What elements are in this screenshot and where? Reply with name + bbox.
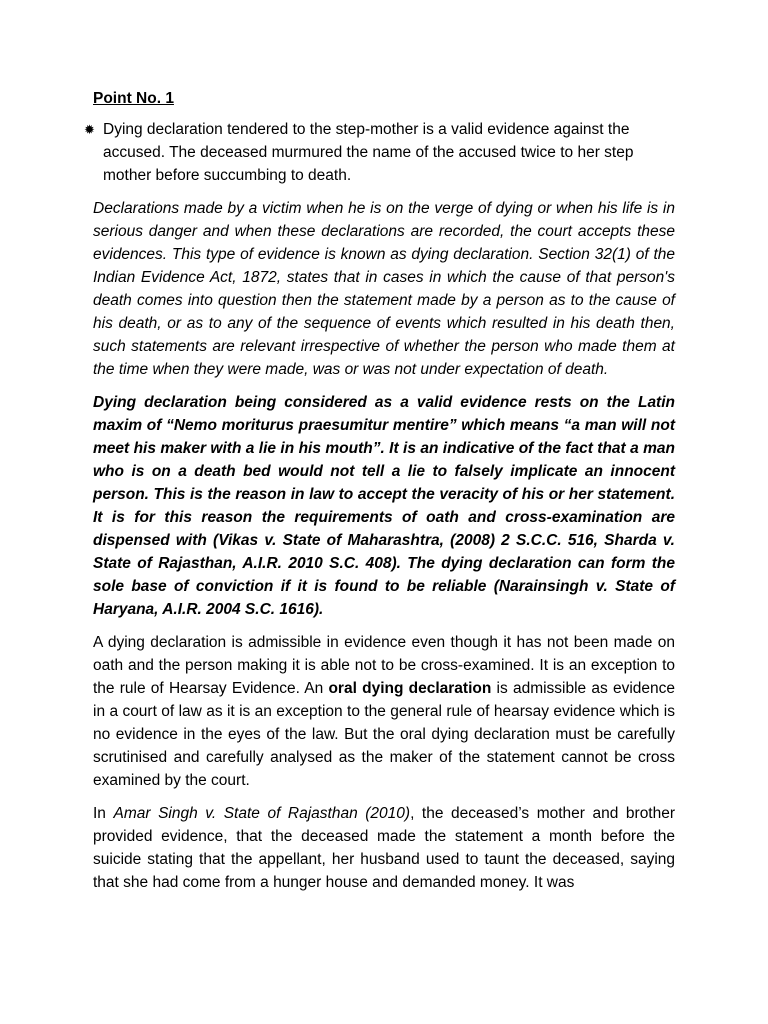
paragraph-definition: Declarations made by a victim when he is on the verge of dying or when his life is in serious danger and when these declarations are recorded, the court accepts these evidences. This type of evidence is known as dying declaration. Section 32(1) of the Indian Evidence Act, 1872, states that in cases in which the cause of that person's death comes into question then the statement made by a person as to the cause of his death, or as to any of the sequence of events which resulted in his death then, such statements are relevant irrespective of whether the person who made them at the time when they were made, was or was not under expectation of death. bbox=[93, 200, 675, 378]
paragraph-case-law-text-2: , the deceased’s mother and brother provided evidence, that the deceased made the statement a month before the suicide stating that the appellant, her husband used to taunt the deceased, saying that she had come from a hunger house and demanded money. It was bbox=[93, 805, 676, 891]
paragraph-admissibility bbox=[93, 631, 675, 792]
bullet-text: Dying declaration tendered to the step-mother is a valid evidence against the accused. The deceased murmured the name of the accused twice to her step mother before succumbing to death. bbox=[103, 121, 634, 184]
paragraph-case-law-text-1: In bbox=[93, 805, 114, 822]
document-page bbox=[84, 88, 676, 904]
paragraph-latin-maxim: Dying declaration being considered as a valid evidence rests on the Latin maxim of “Nemo moriturus praesumitur mentire” which means “a man will not meet his maker with a lie in his mouth”. It is an indicative of the fact that a man who is on a death bed would not tell a lie to falsely implicate an innocent person. This is the reason in law to accept the veracity of his or her statement. It is for this reason the requirements of oath and cross-examination are dispensed with (Vikas v. State of Maharashtra, (2008) 2 S.C.C. 516, Sharda v. State of Rajasthan, A.I.R. 2010 S.C. 408). The dying declaration can form the sole base of conviction if it is found to be reliable (Narainsingh v. State of Haryana, A.I.R. 2004 S.C. 1616). bbox=[93, 394, 675, 618]
oral-dying-declaration-term: oral dying declaration bbox=[328, 680, 492, 697]
paragraph-case-law bbox=[93, 802, 675, 894]
case-citation: Amar Singh v. State of Rajasthan (2010) bbox=[113, 805, 411, 822]
paragraph-admissibility-text-2: is admissible as evidence in a court of law as it is an exception to the general rule of hearsay evidence which is no evidence in the eyes of the law. But the oral dying declaration must be carefully scrutinised and carefully analysed as the maker of the statement cannot be cross examined by the court. bbox=[93, 680, 676, 789]
bullet-point bbox=[84, 118, 675, 187]
eight-pointed-star-bullet-icon: ✹ bbox=[84, 122, 95, 137]
paragraph-admissibility-text-1: A dying declaration is admissible in evidence even though it has not been made on oath and the person making it is able not to be cross-examined. It is an exception to the rule of Hearsay Evidence. An bbox=[93, 634, 675, 697]
section-heading: Point No. 1 bbox=[93, 90, 174, 107]
